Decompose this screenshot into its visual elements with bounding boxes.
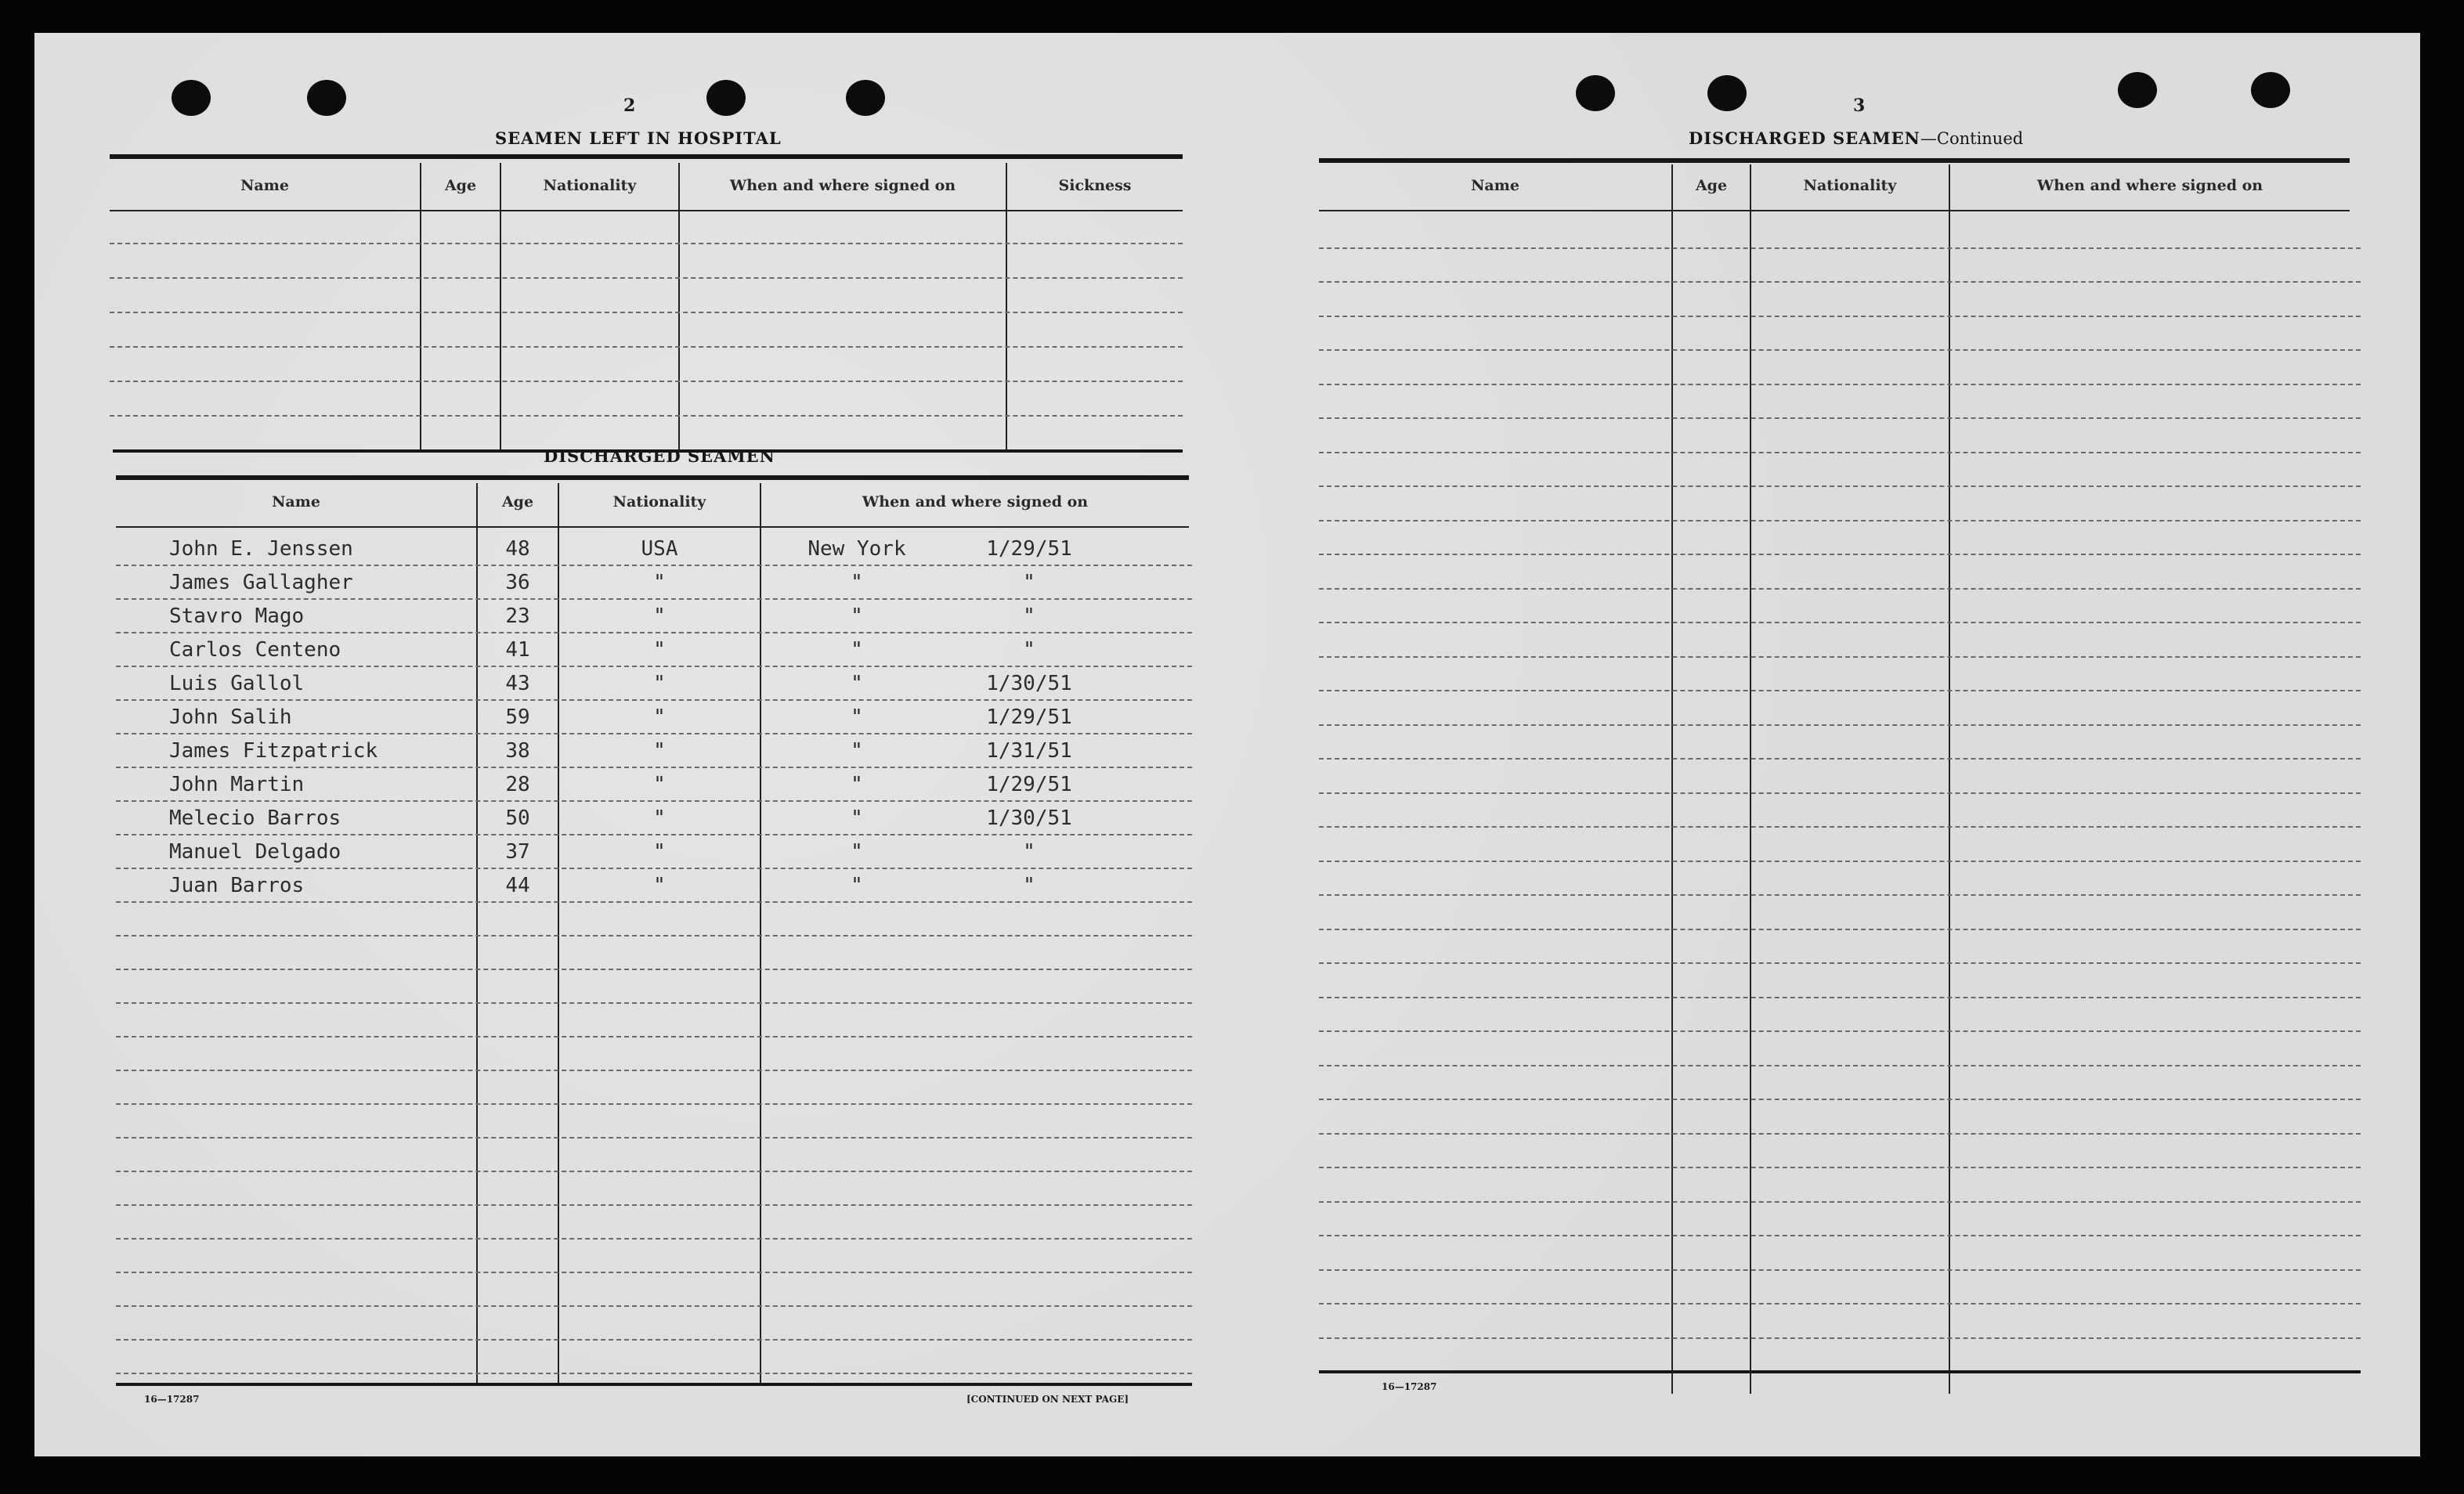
seaman-name: James Fitzpatrick bbox=[169, 739, 378, 763]
discharged-row-line bbox=[116, 565, 1192, 566]
seaman-age: 43 bbox=[505, 672, 530, 695]
continued-header-rule bbox=[1319, 210, 2350, 211]
hospital-col-nationality: Nationality bbox=[543, 177, 637, 194]
seaman-nationality: " bbox=[653, 604, 666, 628]
hospital-col-signed-on: When and where signed on bbox=[729, 177, 956, 194]
discharged-row-line bbox=[116, 834, 1192, 835]
seaman-age: 23 bbox=[505, 604, 530, 628]
continued-row-line bbox=[1319, 485, 2361, 487]
discharged-col-age: Age bbox=[501, 493, 534, 511]
punch-hole bbox=[307, 80, 346, 116]
continued-row-line bbox=[1319, 452, 2361, 453]
continued-row-line bbox=[1319, 894, 2361, 896]
discharged-row-line bbox=[116, 935, 1192, 936]
signed-on-date: " bbox=[1023, 571, 1035, 594]
right-page bbox=[1272, 33, 2420, 1456]
seaman-nationality: " bbox=[653, 807, 666, 830]
continued-row-line bbox=[1319, 417, 2361, 419]
signed-on-place: " bbox=[851, 706, 863, 729]
seaman-age: 36 bbox=[505, 571, 530, 594]
discharged-row-line bbox=[116, 1036, 1192, 1038]
continued-row-line bbox=[1319, 316, 2361, 317]
discharged-col-signed-on: When and where signed on bbox=[862, 493, 1089, 511]
discharged-row-line bbox=[116, 1070, 1192, 1071]
discharged-row-line bbox=[116, 800, 1192, 802]
hospital-row-line bbox=[110, 346, 1183, 348]
seaman-name: Manuel Delgado bbox=[169, 840, 341, 864]
continued-col-age: Age bbox=[1695, 177, 1728, 194]
continued-row-line bbox=[1319, 349, 2361, 351]
hospital-row-line bbox=[110, 415, 1183, 417]
continued-row-line bbox=[1319, 724, 2361, 726]
seaman-name: Carlos Centeno bbox=[169, 638, 341, 662]
seaman-name: John E. Jenssen bbox=[169, 537, 353, 561]
continued-row-line bbox=[1319, 1030, 2361, 1032]
seaman-nationality: " bbox=[653, 672, 666, 695]
discharged-row-line bbox=[116, 1305, 1192, 1307]
seaman-nationality: " bbox=[653, 571, 666, 594]
continued-row-line bbox=[1319, 588, 2361, 590]
scanned-document bbox=[34, 33, 2420, 1456]
seaman-name: John Salih bbox=[169, 706, 292, 729]
discharged-row-line bbox=[116, 598, 1192, 600]
continued-table-bottom-rule bbox=[1319, 1370, 2361, 1373]
continued-row-line bbox=[1319, 1337, 2361, 1339]
discharged-row-line bbox=[116, 699, 1192, 701]
seaman-name: Melecio Barros bbox=[169, 807, 341, 830]
hospital-col-name: Name bbox=[240, 177, 289, 194]
seaman-nationality: " bbox=[653, 773, 666, 796]
seaman-age: 59 bbox=[505, 706, 530, 729]
seaman-name: John Martin bbox=[169, 773, 305, 796]
continued-row-line bbox=[1319, 520, 2361, 521]
title-text: DISCHARGED SEAMEN bbox=[1689, 128, 1920, 148]
discharged-row-line bbox=[116, 767, 1192, 768]
seaman-nationality: " bbox=[653, 739, 666, 763]
continued-row-line bbox=[1319, 792, 2361, 794]
hospital-col-divider bbox=[500, 163, 501, 453]
discharged-row-line bbox=[116, 1272, 1192, 1273]
discharged-col-nationality: Nationality bbox=[612, 493, 706, 511]
continued-row-line bbox=[1319, 758, 2361, 760]
signed-on-place: " bbox=[851, 604, 863, 628]
continued-row-line bbox=[1319, 384, 2361, 385]
continued-row-line bbox=[1319, 1201, 2361, 1203]
page-number: 3 bbox=[1853, 96, 1866, 116]
hospital-col-sickness: Sickness bbox=[1058, 177, 1132, 194]
signed-on-date: 1/30/51 bbox=[986, 807, 1072, 830]
signed-on-place: " bbox=[851, 638, 863, 662]
continued-row-line bbox=[1319, 247, 2361, 249]
discharged-title: DISCHARGED SEAMEN bbox=[544, 446, 775, 466]
continued-row-line bbox=[1319, 997, 2361, 998]
signed-on-place: New York bbox=[807, 537, 906, 561]
discharged-row-line bbox=[116, 1002, 1192, 1004]
punch-hole bbox=[2251, 72, 2290, 108]
continued-col-nationality: Nationality bbox=[1803, 177, 1897, 194]
signed-on-date: 1/31/51 bbox=[986, 739, 1072, 763]
punch-hole bbox=[2118, 72, 2157, 108]
signed-on-place: " bbox=[851, 571, 863, 594]
continued-row-line bbox=[1319, 281, 2361, 283]
signed-on-date: " bbox=[1023, 840, 1035, 864]
seaman-age: 38 bbox=[505, 739, 530, 763]
continued-row-line bbox=[1319, 1099, 2361, 1100]
discharged-row-line bbox=[116, 1339, 1192, 1341]
continued-row-line bbox=[1319, 826, 2361, 828]
punch-hole bbox=[1576, 75, 1615, 111]
hospital-row-line bbox=[110, 277, 1183, 279]
signed-on-place: " bbox=[851, 840, 863, 864]
continued-col-signed-on: When and where signed on bbox=[2036, 177, 2263, 194]
discharged-row-line bbox=[116, 969, 1192, 970]
continued-row-line bbox=[1319, 554, 2361, 555]
discharged-col-divider bbox=[760, 483, 761, 1385]
punch-hole bbox=[846, 80, 885, 116]
continued-row-line bbox=[1319, 622, 2361, 623]
hospital-col-divider bbox=[1006, 163, 1007, 453]
signed-on-date: 1/29/51 bbox=[986, 773, 1072, 796]
hospital-col-divider bbox=[420, 163, 421, 453]
hospital-header-rule bbox=[110, 210, 1183, 211]
discharged-row-line bbox=[116, 666, 1192, 667]
hospital-table-top-rule bbox=[110, 154, 1183, 159]
discharged-header-rule bbox=[116, 526, 1189, 528]
continued-row-line bbox=[1319, 929, 2361, 930]
seaman-age: 37 bbox=[505, 840, 530, 864]
signed-on-date: 1/30/51 bbox=[986, 672, 1072, 695]
discharged-row-line bbox=[116, 1137, 1192, 1139]
continued-row-line bbox=[1319, 1133, 2361, 1135]
seaman-age: 50 bbox=[505, 807, 530, 830]
form-number: 16—17287 bbox=[1382, 1381, 1437, 1392]
seaman-nationality: " bbox=[653, 638, 666, 662]
continued-note: [CONTINUED ON NEXT PAGE] bbox=[966, 1394, 1129, 1405]
hospital-col-age: Age bbox=[444, 177, 477, 194]
discharged-row-line bbox=[116, 1103, 1192, 1105]
hospital-row-line bbox=[110, 312, 1183, 313]
signed-on-place: " bbox=[851, 773, 863, 796]
signed-on-date: " bbox=[1023, 638, 1035, 662]
continued-row-line bbox=[1319, 1065, 2361, 1066]
seaman-age: 44 bbox=[505, 874, 530, 897]
continued-row-line bbox=[1319, 861, 2361, 862]
hospital-row-line bbox=[110, 381, 1183, 382]
discharged-continued-title bbox=[1689, 128, 2023, 148]
seaman-nationality: USA bbox=[641, 537, 678, 561]
seaman-name: Luis Gallol bbox=[169, 672, 305, 695]
discharged-row-line bbox=[116, 1238, 1192, 1240]
punch-hole bbox=[1707, 75, 1747, 111]
seaman-name: Stavro Mago bbox=[169, 604, 305, 628]
seaman-age: 41 bbox=[505, 638, 530, 662]
signed-on-place: " bbox=[851, 739, 863, 763]
punch-hole bbox=[706, 80, 746, 116]
title-suffix: —Continued bbox=[1920, 129, 2024, 148]
discharged-table-bottom-rule bbox=[116, 1383, 1192, 1386]
seaman-nationality: " bbox=[653, 840, 666, 864]
left-page bbox=[34, 33, 1209, 1456]
punch-hole bbox=[172, 80, 211, 116]
seaman-age: 28 bbox=[505, 773, 530, 796]
signed-on-date: 1/29/51 bbox=[986, 706, 1072, 729]
seaman-nationality: " bbox=[653, 706, 666, 729]
discharged-row-line bbox=[116, 901, 1192, 903]
continued-row-line bbox=[1319, 1167, 2361, 1168]
hospital-title: SEAMEN LEFT IN HOSPITAL bbox=[495, 128, 782, 148]
continued-table-top-rule bbox=[1319, 158, 2350, 163]
continued-row-line bbox=[1319, 962, 2361, 964]
continued-row-line bbox=[1319, 1269, 2361, 1271]
continued-row-line bbox=[1319, 690, 2361, 691]
seaman-nationality: " bbox=[653, 874, 666, 897]
continued-row-line bbox=[1319, 656, 2361, 658]
signed-on-place: " bbox=[851, 672, 863, 695]
discharged-row-line bbox=[116, 1204, 1192, 1206]
signed-on-date: " bbox=[1023, 874, 1035, 897]
seaman-age: 48 bbox=[505, 537, 530, 561]
continued-row-line bbox=[1319, 1303, 2361, 1305]
signed-on-place: " bbox=[851, 807, 863, 830]
hospital-col-divider bbox=[678, 163, 680, 453]
hospital-row-line bbox=[110, 243, 1183, 244]
discharged-table-top-rule bbox=[116, 475, 1189, 480]
discharged-row-line bbox=[116, 733, 1192, 734]
seaman-name: Juan Barros bbox=[169, 874, 305, 897]
signed-on-date: " bbox=[1023, 604, 1035, 628]
discharged-row-line bbox=[116, 632, 1192, 633]
discharged-row-line bbox=[116, 1373, 1192, 1374]
page-number: 2 bbox=[623, 96, 636, 116]
discharged-row-line bbox=[116, 1171, 1192, 1172]
signed-on-date: 1/29/51 bbox=[986, 537, 1072, 561]
seaman-name: James Gallagher bbox=[169, 571, 353, 594]
signed-on-place: " bbox=[851, 874, 863, 897]
discharged-row-line bbox=[116, 868, 1192, 869]
continued-row-line bbox=[1319, 1235, 2361, 1236]
discharged-col-name: Name bbox=[272, 493, 320, 511]
form-number: 16—17287 bbox=[144, 1394, 200, 1405]
continued-col-name: Name bbox=[1471, 177, 1519, 194]
